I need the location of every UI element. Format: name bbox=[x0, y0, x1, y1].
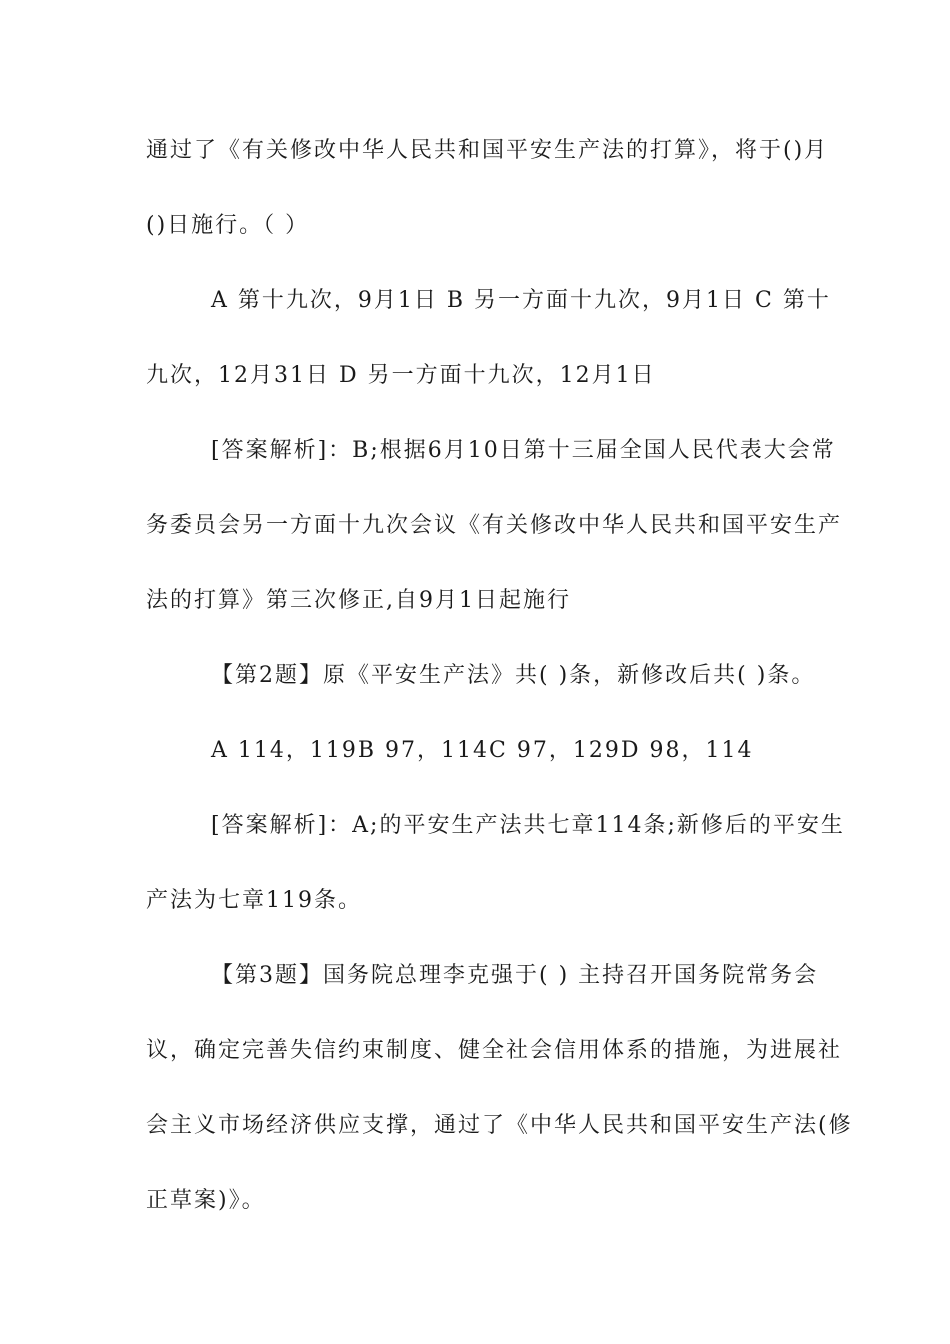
question-3-text-line-3: 会主义市场经济供应支撑，通过了《中华人民共和国平安生产法(修 bbox=[146, 1113, 853, 1138]
answer-2-line-1: [答案解析]：A;的平安生产法共七章114条;新修后的平安生 bbox=[211, 813, 845, 838]
answer-1-line-2: 务委员会另一方面十九次会议《有关修改中华人民共和国平安生产 bbox=[146, 513, 843, 538]
question-3-text-line-4: 正草案)》。 bbox=[146, 1188, 266, 1213]
question-2-options: A 114，119B 97，114C 97，129D 98，114 bbox=[211, 738, 754, 763]
question-1-text-line-1: 通过了《有关修改中华人民共和国平安生产法的打算》，将于()月 bbox=[146, 138, 829, 163]
answer-2-line-2: 产法为七章119条。 bbox=[146, 888, 362, 913]
question-3-text-line-1: 【第3题】国务院总理李克强于( ) 主持召开国务院常务会 bbox=[211, 963, 819, 988]
question-3-text-line-2: 议，确定完善失信约束制度、健全社会信用体系的措施，为进展社 bbox=[146, 1038, 843, 1063]
answer-1-line-1: [答案解析]：B;根据6月10日第十三届全国人民代表大会常 bbox=[211, 438, 836, 463]
question-1-options-line-1: A 第十九次，9月1日 B 另一方面十九次，9月1日 C 第十 bbox=[211, 288, 831, 313]
question-1-text-line-2: ()日施行。（ ） bbox=[146, 213, 310, 238]
question-1-options-line-2: 九次，12月31日 D 另一方面十九次，12月1日 bbox=[146, 363, 656, 388]
question-2-text: 【第2题】原《平安生产法》共( )条，新修改后共( )条。 bbox=[211, 663, 816, 688]
answer-1-line-3: 法的打算》第三次修正,自9月1日起施行 bbox=[146, 588, 571, 613]
